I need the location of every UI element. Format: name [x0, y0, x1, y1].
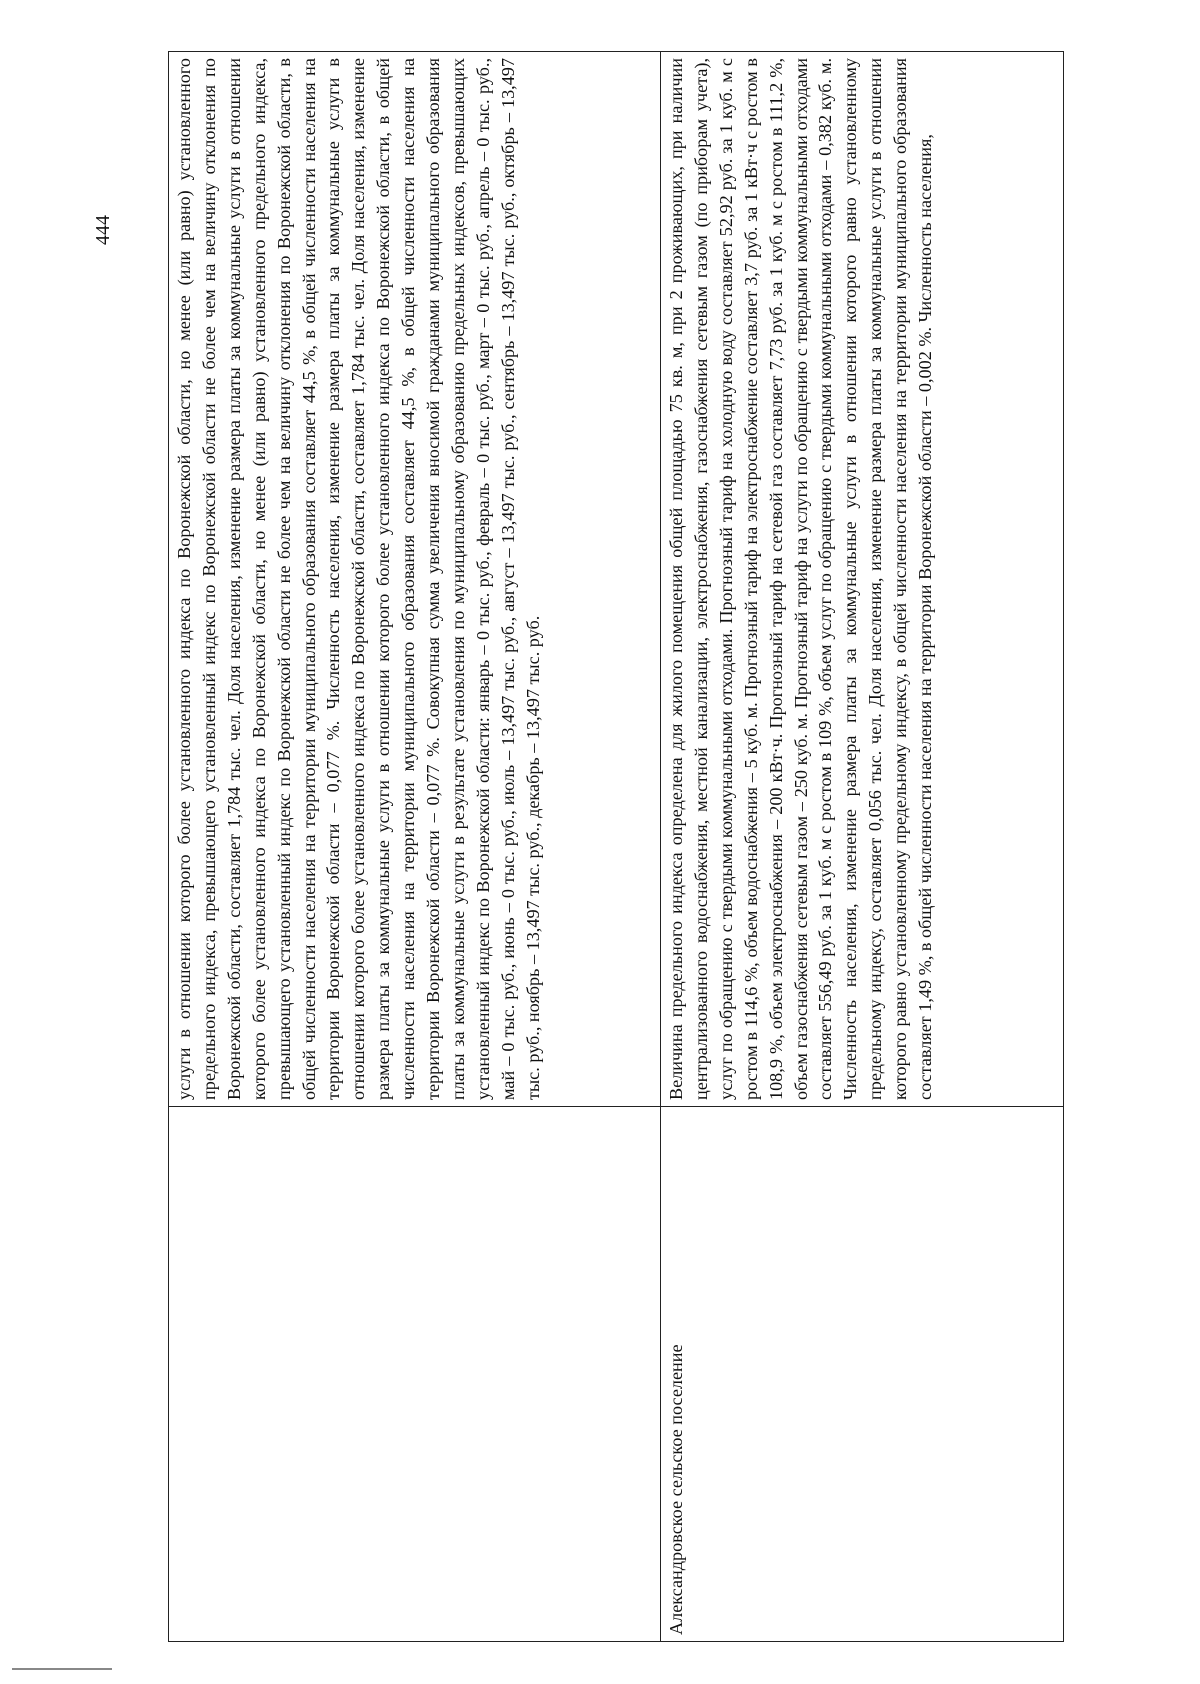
municipality-name-cell: [169, 1107, 661, 1642]
description-cell: Величина предельного индекса определена для жилого помещения общей площадью 75 кв. м, при 2 проживающих, при наличии централизованного водоснабжения, местной канализации, электроснабжения, газоснабжения сетевым газом (по приборам учета), услуг по обращению с твердыми коммунальными отходами. Прогнозный тариф на холодную воду составляет 52,92 руб. за 1 куб. м с ростом в 114,6 %, объем водоснабжения – 5 куб. м. Прогнозный тариф на электроснабжение составляет 3,7 руб. за 1 кВт·ч с ростом в 108,9 %, объем электроснабжения – 200 кВт·ч. Прогнозный тариф на сетевой газ составляет 7,73 руб. за 1 куб. м с ростом в 111,2 %, объем газоснабжения сетевым газом – 250 куб. м. Прогнозный тариф на услуги по обращению с твердыми коммунальными отходами составляет 556,49 руб. за 1 куб. м с ростом в 109 %, объем услуг по обращению с твердыми коммунальными отходами – 0,382 куб. м. Численность населения, изменение размера платы за коммунальные услуги в отношении которого равно установленному предельному индексу, составляет 0,056 тыс. чел. Доля населения, изменение размера платы за коммунальные услуги в отношении которого равно установленному предельному индексу, в общей численности населения на территории муниципального образования составляет 1,49 %, в общей численности населения на территории Воронежской области – 0,002 %. Численность населения,: [661, 52, 1064, 1107]
municipality-name-cell: Александровское сельское поселение: [661, 1107, 1064, 1642]
table-row: [661, 52, 1064, 1642]
municipal-index-table: [168, 51, 1064, 1642]
table-row: [169, 52, 661, 1642]
description-cell: услуги в отношении которого более установленного индекса по Воронежской области, но менее (или равно) установленного предельного индекса, превышающего установленный индекс по Воронежской области не более чем на величину отклонения по Воронежской области, составляет 1,784 тыс. чел. Доля населения, изменение размера платы за коммунальные услуги в отношении которого более установленного индекса по Воронежской области, но менее (или равно) установленного предельного индекса, превышающего установленный индекс по Воронежской области не более чем на величину отклонения по Воронежской области, в общей численности населения на территории муниципального образования составляет 44,5 %, в общей численности населения на территории Воронежской области – 0,077 %. Численность населения, изменение размера платы за коммунальные услуги в отношении которого более установленного индекса по Воронежской области, составляет 1,784 тыс. чел. Доля населения, изменение размера платы за коммунальные услуги в отношении которого более установленного индекса по Воронежской области, в общей численности населения на территории муниципального образования составляет 44,5 %, в общей численности населения на территории Воронежской области – 0,077 %. Совокупная сумма увеличения вносимой гражданами муниципального образования платы за коммунальные услуги в результате установления по муниципальному образованию предельных индексов, превышающих установленный индекс по Воронежской области: январь – 0 тыс. руб., февраль – 0 тыс. руб., март – 0 тыс. руб., апрель – 0 тыс. руб., май – 0 тыс. руб., июнь – 0 тыс. руб., июль – 13,497 тыс. руб., август – 13,497 тыс. руб., сентябрь – 13,497 тыс. руб., октябрь – 13,497 тыс. руб., ноябрь – 13,497 тыс. руб., декабрь – 13,497 тыс. руб.: [169, 52, 661, 1107]
scan-artifact-line: [12, 1668, 112, 1670]
page-number: 444: [91, 215, 114, 245]
